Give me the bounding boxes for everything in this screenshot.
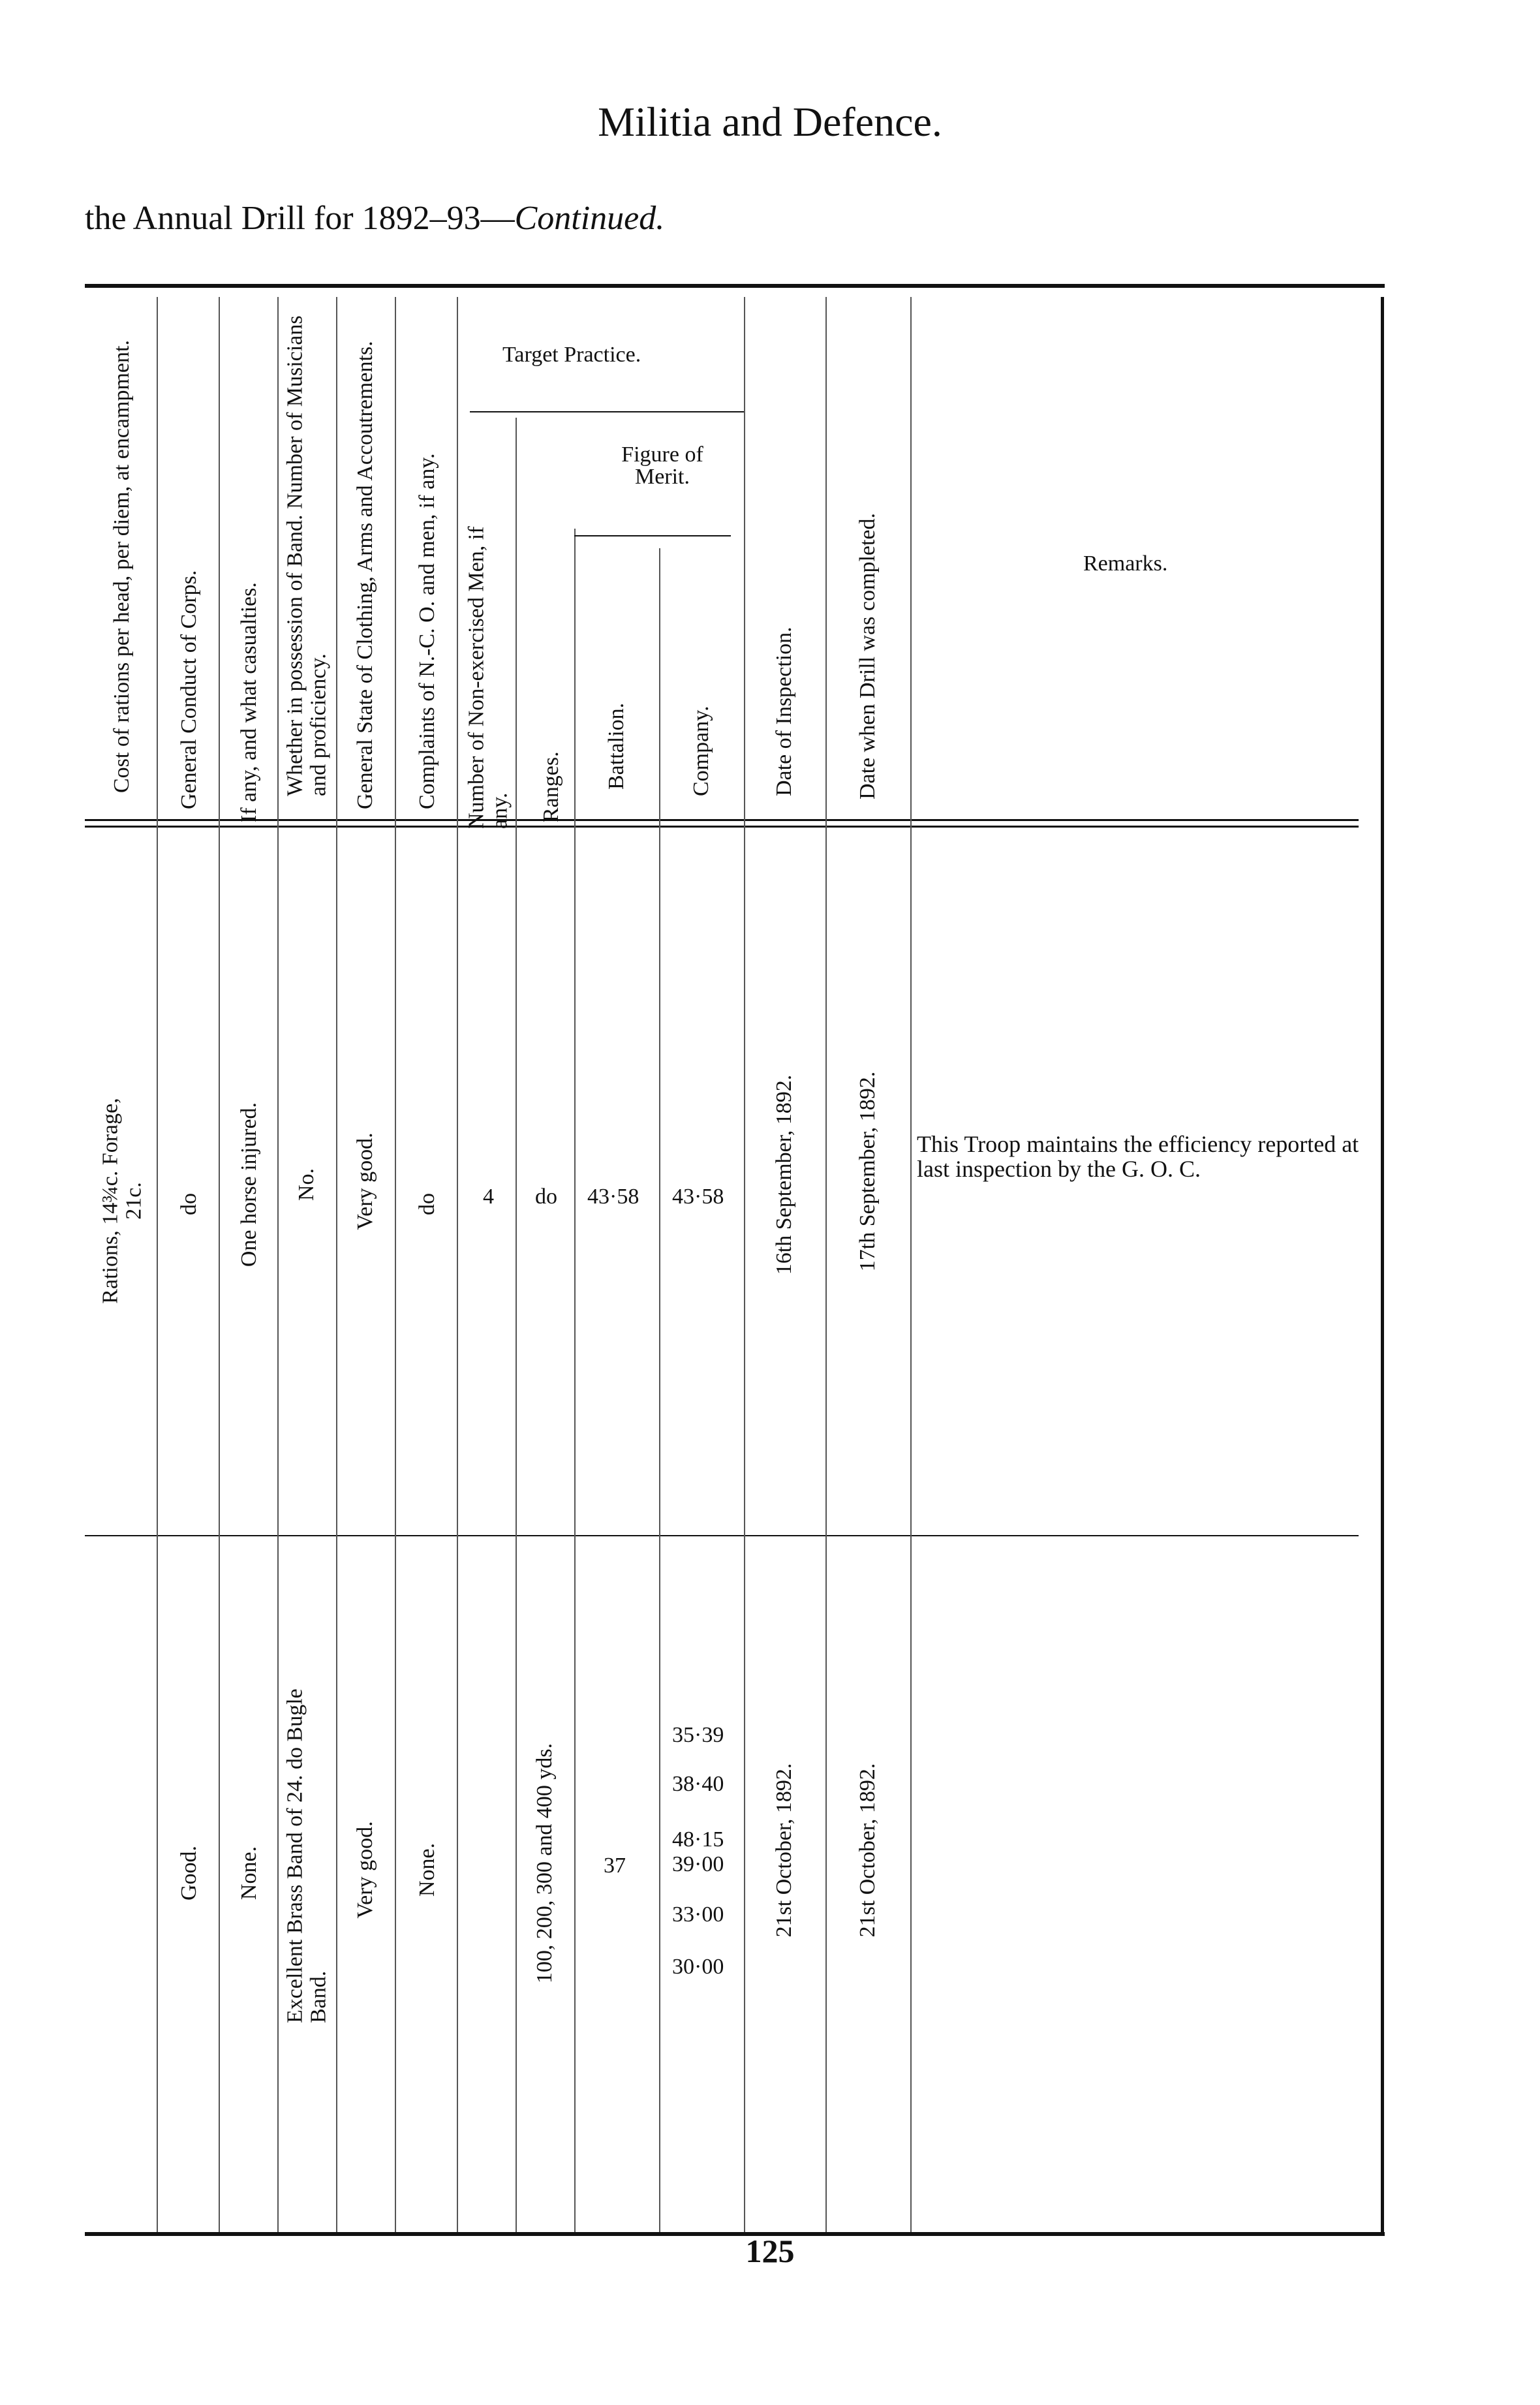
cell-battalion: 37	[604, 1854, 626, 1878]
cell-date-inspection: 21st October, 1892.	[772, 1763, 797, 1938]
cell-company: 43·58	[672, 1185, 724, 1209]
col-divider	[336, 297, 337, 2232]
header-rule-2	[85, 826, 1359, 828]
cell-casualties: None.	[237, 1846, 262, 1901]
cell-company-value: 38·40	[672, 1772, 724, 1796]
header-ranges: Ranges.	[539, 751, 564, 822]
header-casualties: If any, and what casualties.	[237, 582, 262, 822]
header-date-inspection: Date of Inspection.	[772, 627, 797, 796]
header-rule-1	[85, 819, 1359, 821]
cell-date-drill: 17th September, 1892.	[855, 1071, 880, 1272]
cell-non-exercised: 4	[483, 1185, 494, 1209]
cell-conduct: do	[177, 1193, 202, 1215]
cell-date-inspection: 16th September, 1892.	[772, 1074, 797, 1275]
cell-complaints: do	[415, 1193, 440, 1215]
cell-date-drill: 21st October, 1892.	[855, 1763, 880, 1938]
right-border	[1381, 297, 1384, 2235]
page-title: Militia and Defence.	[598, 99, 942, 145]
cell-conduct: Good.	[177, 1845, 202, 1901]
cell-casualties: One horse injured.	[237, 1102, 262, 1267]
cell-company-value: 35·39	[672, 1723, 724, 1747]
page-number: 125	[745, 2233, 795, 2269]
col-divider	[219, 297, 220, 2232]
col-divider	[277, 297, 279, 2232]
col-divider	[457, 297, 458, 2232]
cell-company-value: 48·15	[672, 1827, 724, 1852]
cell-clothing: Very good.	[353, 1821, 378, 1919]
header-band: Whether in possession of Band. Number of Musicians and proficiency.	[283, 315, 330, 796]
header-cost-rations: Cost of rations per head, per diem, at encampment.	[110, 340, 134, 793]
cell-battalion: 43·58	[587, 1185, 639, 1209]
figure-merit-rule	[574, 535, 731, 536]
cell-band: Excellent Brass Band of 24. do Bugle Band.	[283, 1688, 330, 2023]
col-divider	[825, 297, 827, 2232]
cell-company-value: 30·00	[672, 1955, 724, 1979]
cell-band: No.	[294, 1168, 319, 1202]
row-divider	[85, 1535, 1359, 1536]
col-divider	[744, 297, 745, 2232]
cell-remarks: This Troop maintains the efficiency reported at last inspection by the G. O. C.	[917, 1131, 1359, 1182]
col-divider	[395, 297, 396, 2232]
cell-ranges: do	[535, 1185, 557, 1209]
cell-complaints: None.	[415, 1842, 440, 1897]
header-non-exercised: Number of Non-exercised Men, if any.	[464, 526, 512, 829]
col-divider	[659, 548, 660, 2232]
header-battalion: Battalion.	[604, 702, 629, 790]
header-remarks: Remarks.	[1083, 551, 1168, 576]
header-company: Company.	[689, 706, 714, 796]
col-divider	[574, 529, 576, 2232]
subtitle-text: the Annual Drill for 1892–93—	[85, 200, 515, 237]
header-figure-of-merit: Figure of Merit.	[621, 442, 703, 489]
col-divider	[157, 297, 158, 2232]
cell-company-value: 39·00	[672, 1852, 724, 1876]
col-divider	[910, 297, 912, 2232]
cell-company-value: 33·00	[672, 1902, 724, 1927]
cell-clothing: Very good.	[353, 1132, 378, 1230]
col-divider	[516, 418, 517, 2232]
top-rule	[85, 284, 1385, 288]
header-conduct: General Conduct of Corps.	[177, 570, 202, 809]
header-target-practice: Target Practice.	[502, 343, 641, 367]
cell-cost-rations: Rations, 14¾c. Forage, 21c.	[98, 1098, 146, 1304]
header-date-drill: Date when Drill was completed.	[855, 512, 880, 799]
target-practice-rule	[470, 411, 744, 412]
header-clothing: General State of Clothing, Arms and Accoutrements.	[353, 341, 378, 809]
cell-ranges: 100, 200, 300 and 400 yds.	[532, 1743, 557, 1984]
header-complaints: Complaints of N.-C. O. and men, if any.	[415, 453, 440, 809]
page-subtitle	[85, 199, 664, 238]
subtitle-continued: Continued.	[514, 200, 665, 237]
